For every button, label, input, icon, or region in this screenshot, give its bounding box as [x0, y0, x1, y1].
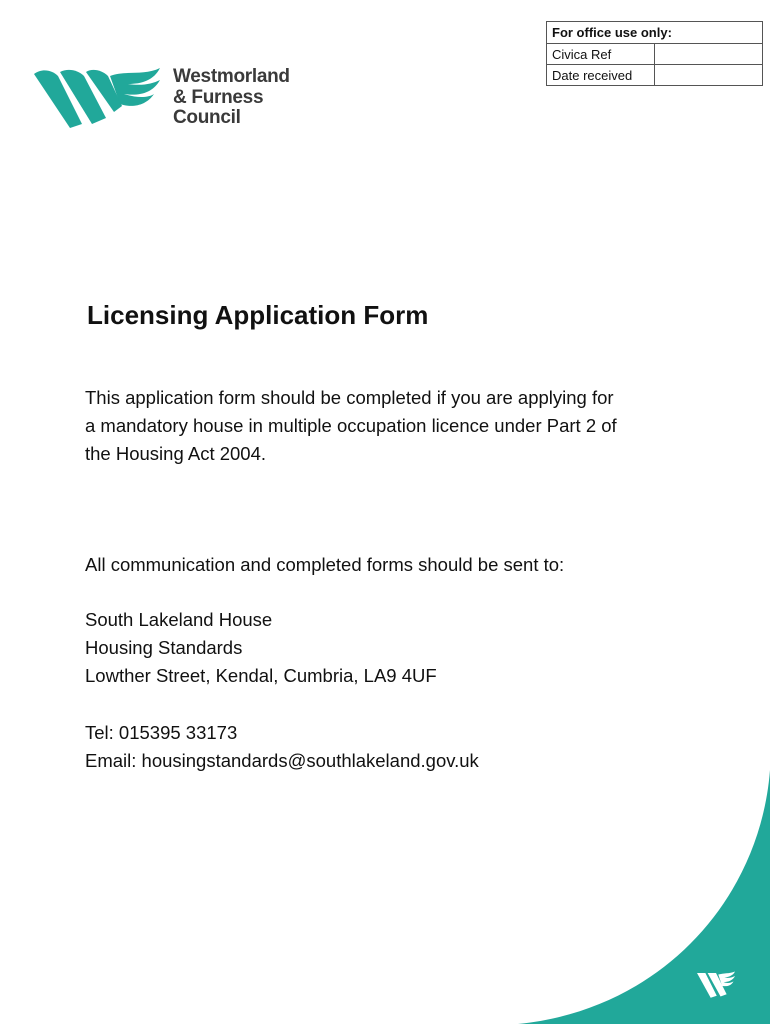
intro-line: the Housing Act 2004.	[85, 443, 267, 464]
address	[85, 606, 437, 690]
civica-ref-field[interactable]	[655, 44, 763, 65]
logo-line: Westmorland	[173, 66, 290, 87]
council-name	[173, 67, 290, 129]
intro-paragraph	[85, 384, 617, 468]
email[interactable]: Email: housingstandards@southlakeland.gov.uk	[85, 750, 479, 771]
intro-line: a mandatory house in multiple occupation licence under Part 2 of	[85, 415, 617, 436]
office-use-header: For office use only:	[547, 22, 763, 44]
council-logo-icon	[34, 66, 164, 128]
office-use-table	[546, 21, 763, 86]
date-received-field[interactable]	[655, 65, 763, 86]
address-line: Lowther Street, Kendal, Cumbria, LA9 4UF	[85, 665, 437, 686]
civica-ref-label: Civica Ref	[547, 44, 655, 65]
logo-line: Council	[173, 107, 241, 128]
date-received-label: Date received	[547, 65, 655, 86]
address-line: Housing Standards	[85, 637, 243, 658]
logo-line: & Furness	[173, 86, 264, 108]
send-to-text: All communication and completed forms should be sent to:	[85, 554, 565, 575]
telephone: Tel: 015395 33173	[85, 722, 238, 743]
address-line: South Lakeland House	[85, 609, 273, 630]
contact	[85, 719, 479, 775]
page-title: Licensing Application Form	[87, 300, 429, 330]
intro-line: This application form should be completed if you are applying for	[85, 387, 614, 408]
